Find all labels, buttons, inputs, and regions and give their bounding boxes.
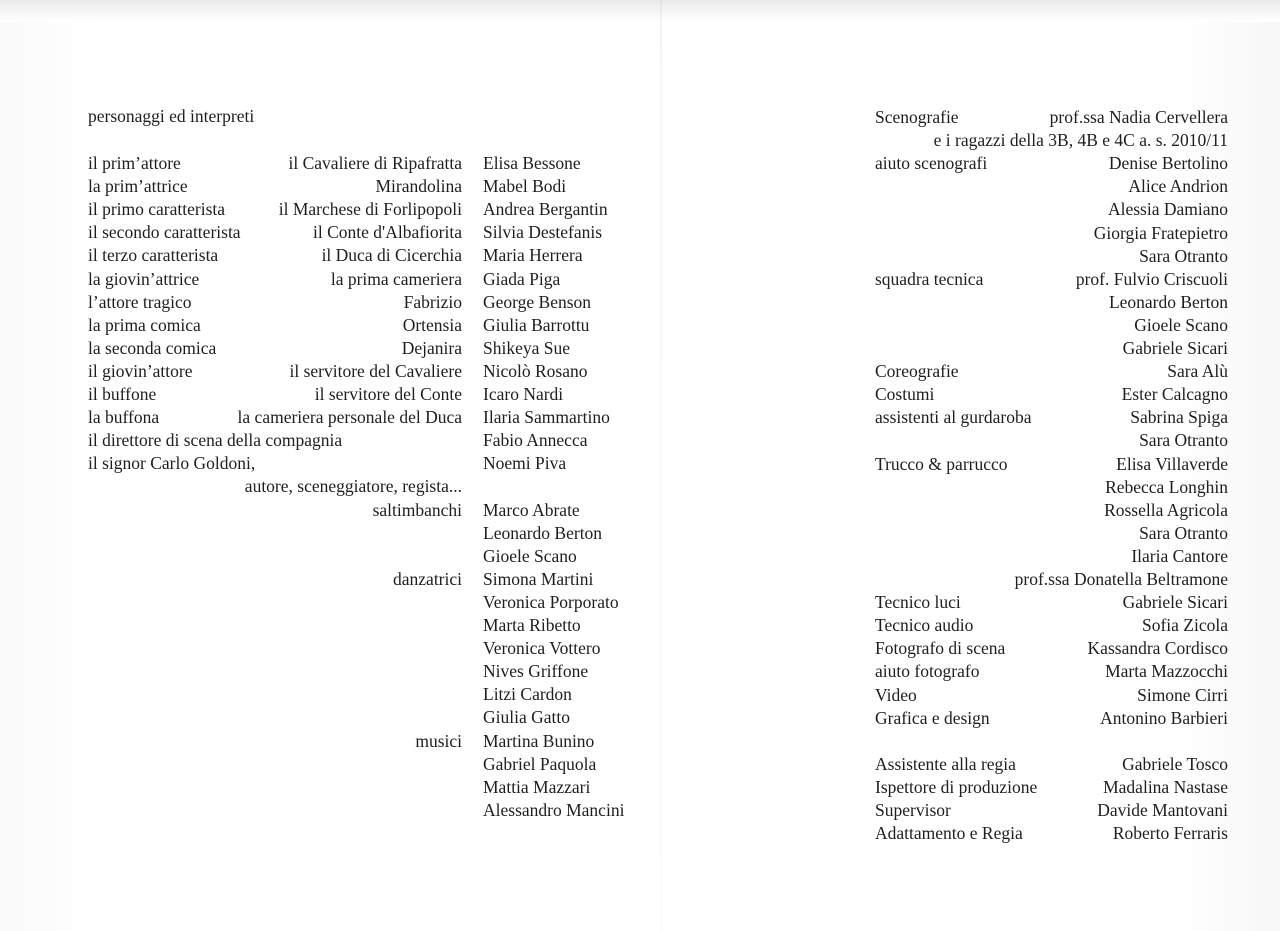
cast-role: il buffone [88,384,157,404]
cast-character: il Conte d'Albafiorita [313,222,462,243]
cast-actor: Icaro Nardi [483,384,564,404]
credit-value: Gioele Scano [1134,314,1228,335]
cast-role: il signor Carlo Goldoni, [88,453,256,474]
credit-value: Alice Andrion [1128,176,1228,197]
credit-value: Leonardo Berton [1108,291,1228,312]
cast-actor: Maria Herrera [483,245,583,266]
credit-value: Antonino Barbieri [1100,707,1228,728]
group-member: Gabriel Paquola [483,753,597,774]
credit-value: Ester Calcagno [1121,384,1228,405]
credit-value: Gabriele Tosco [1122,753,1228,774]
cast-actor: George Benson [483,291,592,312]
cast-role: la prima comica [88,314,201,335]
credit-value: Sara Otranto [1139,430,1228,451]
cast-character: il Marchese di Forlipopoli [278,199,462,220]
credit-label: aiuto fotografo [875,661,980,682]
paper-top-edge [0,0,1280,22]
cast-actor: Fabio Annecca [483,430,588,451]
credit-value: Sara Otranto [1139,522,1228,543]
cast-actor: Noemi Piva [483,453,567,474]
cast-role: la giovin’attrice [88,268,200,289]
cast-character: Dejanira [401,337,462,358]
credit-value: Ilaria Cantore [1131,545,1228,566]
cast-actor: Elisa Bessone [483,153,581,173]
credit-label: Ispettore di produzione [875,776,1038,797]
group-member: Alessandro Mancini [483,799,625,820]
group-label: saltimbanchi [372,499,462,520]
cast-character: il servitore del Cavaliere [289,360,462,381]
cast-character: Fabrizio [403,291,462,312]
credit-label: Assistente alla regia [875,753,1016,774]
cast-character: Ortensia [402,314,462,335]
credit-label: Fotografo di scena [875,638,1006,659]
credit-label: Costumi [875,384,935,405]
cast-character: la prima cameriera [330,268,462,289]
group-member: Giulia Gatto [483,707,570,728]
group-member: Marco Abrate [483,499,580,520]
group-member: Veronica Vottero [483,638,601,659]
credit-label: Grafica e design [875,707,990,728]
credit-label: aiuto scenografi [875,153,988,174]
credit-label: Trucco & parrucco [875,453,1008,474]
cast-character: il servitore del Conte [314,384,462,404]
cast-heading: personaggi ed interpreti [88,106,255,126]
credit-label: Supervisor [875,800,951,820]
credit-label: Coreografie [875,361,959,382]
group-label: musici [415,730,462,751]
credit-value: Sara Alù [1167,361,1228,382]
cast-actor: Giulia Barrottu [483,314,590,335]
cast-actor: Ilaria Sammartino [483,407,610,428]
goldoni-description: autore, sceneggiatore, regista... [244,476,462,497]
credit-value: Sabrina Spiga [1130,407,1228,428]
group-member: Marta Ribetto [483,615,581,635]
group-member: Veronica Porporato [483,591,619,612]
cast-character: Mirandolina [375,176,462,197]
credit-value: Sara Otranto [1139,245,1228,266]
paper-fold [660,0,662,931]
cast-character: il Cavaliere di Ripafratta [288,153,462,173]
credit-label: Adattamento e Regia [875,823,1023,844]
group-member: Simona Martini [483,568,594,589]
group-member: Leonardo Berton [483,522,603,543]
cast-role: la seconda comica [88,337,217,358]
cast-role: l’attore tragico [88,291,192,312]
credit-value: prof.ssa Nadia Cervellera [1049,107,1228,127]
credit-value: Alessia Damiano [1107,199,1228,220]
group-member: Mattia Mazzari [483,776,591,797]
credit-value: Kassandra Cordisco [1087,638,1228,659]
credit-label: Tecnico luci [875,592,961,613]
credit-label: Scenografie [875,107,959,127]
credit-label: Tecnico audio [875,615,974,636]
credit-value: prof.ssa Donatella Beltramone [1014,569,1228,589]
cast-actor: Shikeya Sue [483,337,571,358]
group-member: Gioele Scano [483,545,577,566]
cast-role: la prim’attrice [88,176,188,197]
cast-role: il secondo caratterista [88,222,241,243]
group-label: danzatrici [393,568,462,589]
credit-value: Simone Cirri [1137,684,1228,705]
credit-value: Roberto Ferraris [1112,823,1228,844]
cast-actor: Nicolò Rosano [483,360,588,381]
credit-value: Madalina Nastase [1103,776,1228,797]
cast-character: la cameriera personale del Duca [237,407,462,428]
group-member: Litzi Cardon [483,684,572,705]
credit-value: prof. Fulvio Criscuoli [1075,268,1228,289]
credit-value: Sofia Zicola [1141,615,1228,636]
credit-value: Denise Bertolino [1108,153,1228,174]
credit-value: Gabriele Sicari [1122,592,1228,613]
credit-label: Video [875,684,917,705]
cast-role: il primo caratterista [88,199,226,220]
credit-value: Rossella Agricola [1104,499,1228,520]
cast-role: il giovin’attore [88,360,193,381]
cast-character: il Duca di Cicerchia [321,245,462,266]
credit-value: Giorgia Fratepietro [1093,222,1228,243]
cast-actor: Silvia Destefanis [483,222,603,243]
credit-label: squadra tecnica [875,268,984,289]
cast-actor: Andrea Bergantin [483,199,608,220]
credit-subline: e i ragazzi della 3B, 4B e 4C a. s. 2010/11 [933,130,1228,151]
cast-actor: Mabel Bodi [483,176,567,197]
cast-role: il terzo caratterista [88,245,219,266]
cast-role: la buffona [88,407,160,428]
credit-value: Gabriele Sicari [1122,338,1228,358]
credit-value: Marta Mazzocchi [1105,661,1228,682]
credit-label: assistenti al gurdaroba [875,407,1032,428]
credit-value: Elisa Villaverde [1116,453,1228,474]
credit-value: Rebecca Longhin [1105,476,1228,497]
cast-role: il prim’attore [88,153,181,173]
group-member: Nives Griffone [483,661,589,682]
group-member: Martina Bunino [483,730,595,751]
cast-actor: Giada Piga [483,268,561,289]
credit-value: Davide Mantovani [1097,800,1228,820]
cast-role: il direttore di scena della compagnia [88,430,343,451]
